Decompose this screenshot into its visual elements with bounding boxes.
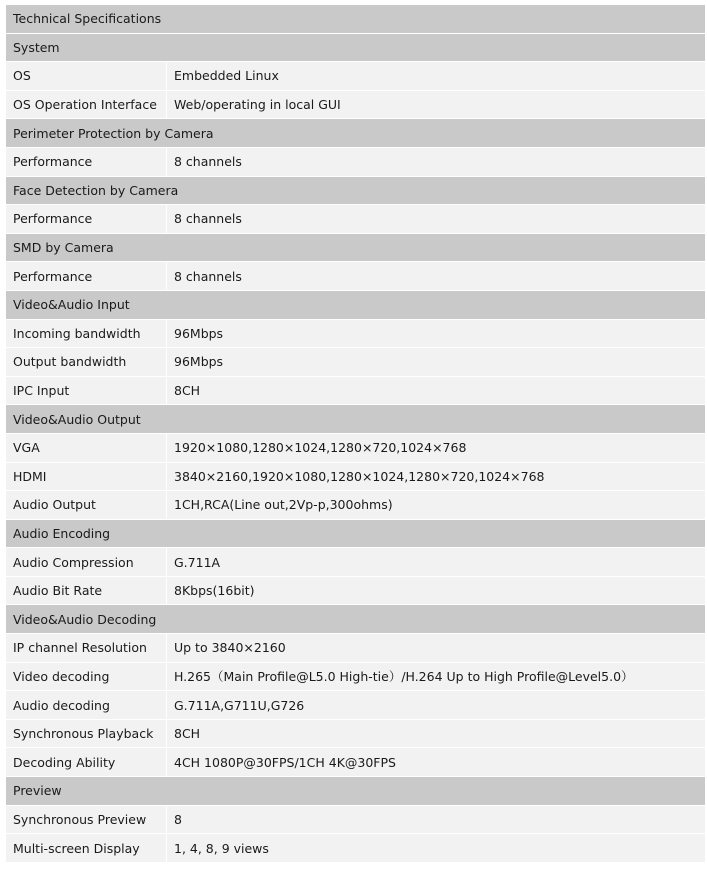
spec-label: Audio decoding [6,691,167,719]
spec-row [6,148,705,177]
spec-value: Up to 3840×2160 [174,640,286,656]
section-header-text: Video&Audio Decoding [13,611,157,627]
spec-value: G.711A [174,554,221,570]
spec-row [6,577,705,606]
spec-label: HDMI [6,463,167,491]
spec-row [6,663,705,692]
spec-value: Web/operating in local GUI [174,97,341,113]
spec-label: Audio Bit Rate [6,577,167,605]
spec-value: H.265（Main Profile@L5.0 High-tie）/H.264 Up to High Profile@Level5.0） [174,669,634,685]
spec-row [6,377,705,406]
section-header [6,177,705,206]
spec-label: Incoming bandwidth [6,320,167,348]
spec-label: Audio Output [6,491,167,519]
spec-value: 8Kbps(16bit) [174,583,255,599]
spec-row [6,634,705,663]
section-header-text: Face Detection by Camera [13,182,179,198]
spec-row [6,720,705,749]
spec-label: Synchronous Playback [6,720,167,748]
spec-label: Multi-screen Display [6,834,167,862]
spec-row [6,205,705,234]
spec-label: Output bandwidth [6,348,167,376]
spec-value: 3840×2160,1920×1080,1280×1024,1280×720,1024×768 [174,468,545,484]
section-header [6,34,705,63]
spec-row [6,548,705,577]
spec-value: Embedded Linux [174,68,279,84]
spec-label: OS Operation Interface [6,91,167,119]
spec-label: Decoding Ability [6,748,167,776]
spec-row [6,463,705,492]
spec-label: IP channel Resolution [6,634,167,662]
spec-value: 8 channels [174,211,242,227]
spec-value: 8CH [174,383,201,399]
spec-row [6,434,705,463]
spec-value: 1CH,RCA(Line out,2Vp-p,300ohms) [174,497,393,513]
spec-row [6,320,705,349]
section-header [6,119,705,148]
spec-row [6,62,705,91]
spec-row [6,806,705,835]
section-header-text: Perimeter Protection by Camera [13,125,214,141]
spec-value: 96Mbps [174,325,224,341]
section-header-text: Preview [13,783,62,799]
section-header-text: SMD by Camera [13,240,114,256]
section-header [6,777,705,806]
spec-value: 4CH 1080P@30FPS/1CH 4K@30FPS [174,754,396,770]
spec-label: Synchronous Preview [6,806,167,834]
spec-row [6,91,705,120]
spec-value: 8 [174,811,182,827]
spec-table [6,5,705,863]
spec-label: VGA [6,434,167,462]
spec-value: 96Mbps [174,354,224,370]
section-header-text: Video&Audio Input [13,297,130,313]
section-header-text: Audio Encoding [13,525,111,541]
section-header-text: Video&Audio Output [13,411,141,427]
spec-label: Audio Compression [6,548,167,576]
spec-row [6,748,705,777]
spec-value: 8CH [174,726,201,742]
section-header [6,291,705,320]
spec-label: Video decoding [6,663,167,691]
spec-label: OS [6,62,167,90]
spec-label: Performance [6,205,167,233]
section-header [6,234,705,263]
spec-label: Performance [6,262,167,290]
table-title [6,5,705,34]
spec-row [6,691,705,720]
spec-value: G.711A,G711U,G726 [174,697,305,713]
table-title-text: Technical Specifications [13,11,162,27]
spec-label: Performance [6,148,167,176]
spec-value: 1920×1080,1280×1024,1280×720,1024×768 [174,440,467,456]
spec-row [6,491,705,520]
spec-sections [6,34,705,863]
section-header-text: System [13,39,60,55]
spec-value: 1, 4, 8, 9 views [174,840,269,856]
spec-value: 8 channels [174,268,242,284]
spec-row [6,348,705,377]
spec-label: IPC Input [6,377,167,405]
spec-row [6,262,705,291]
section-header [6,405,705,434]
spec-value: 8 channels [174,154,242,170]
section-header [6,605,705,634]
spec-row [6,834,705,863]
section-header [6,520,705,549]
